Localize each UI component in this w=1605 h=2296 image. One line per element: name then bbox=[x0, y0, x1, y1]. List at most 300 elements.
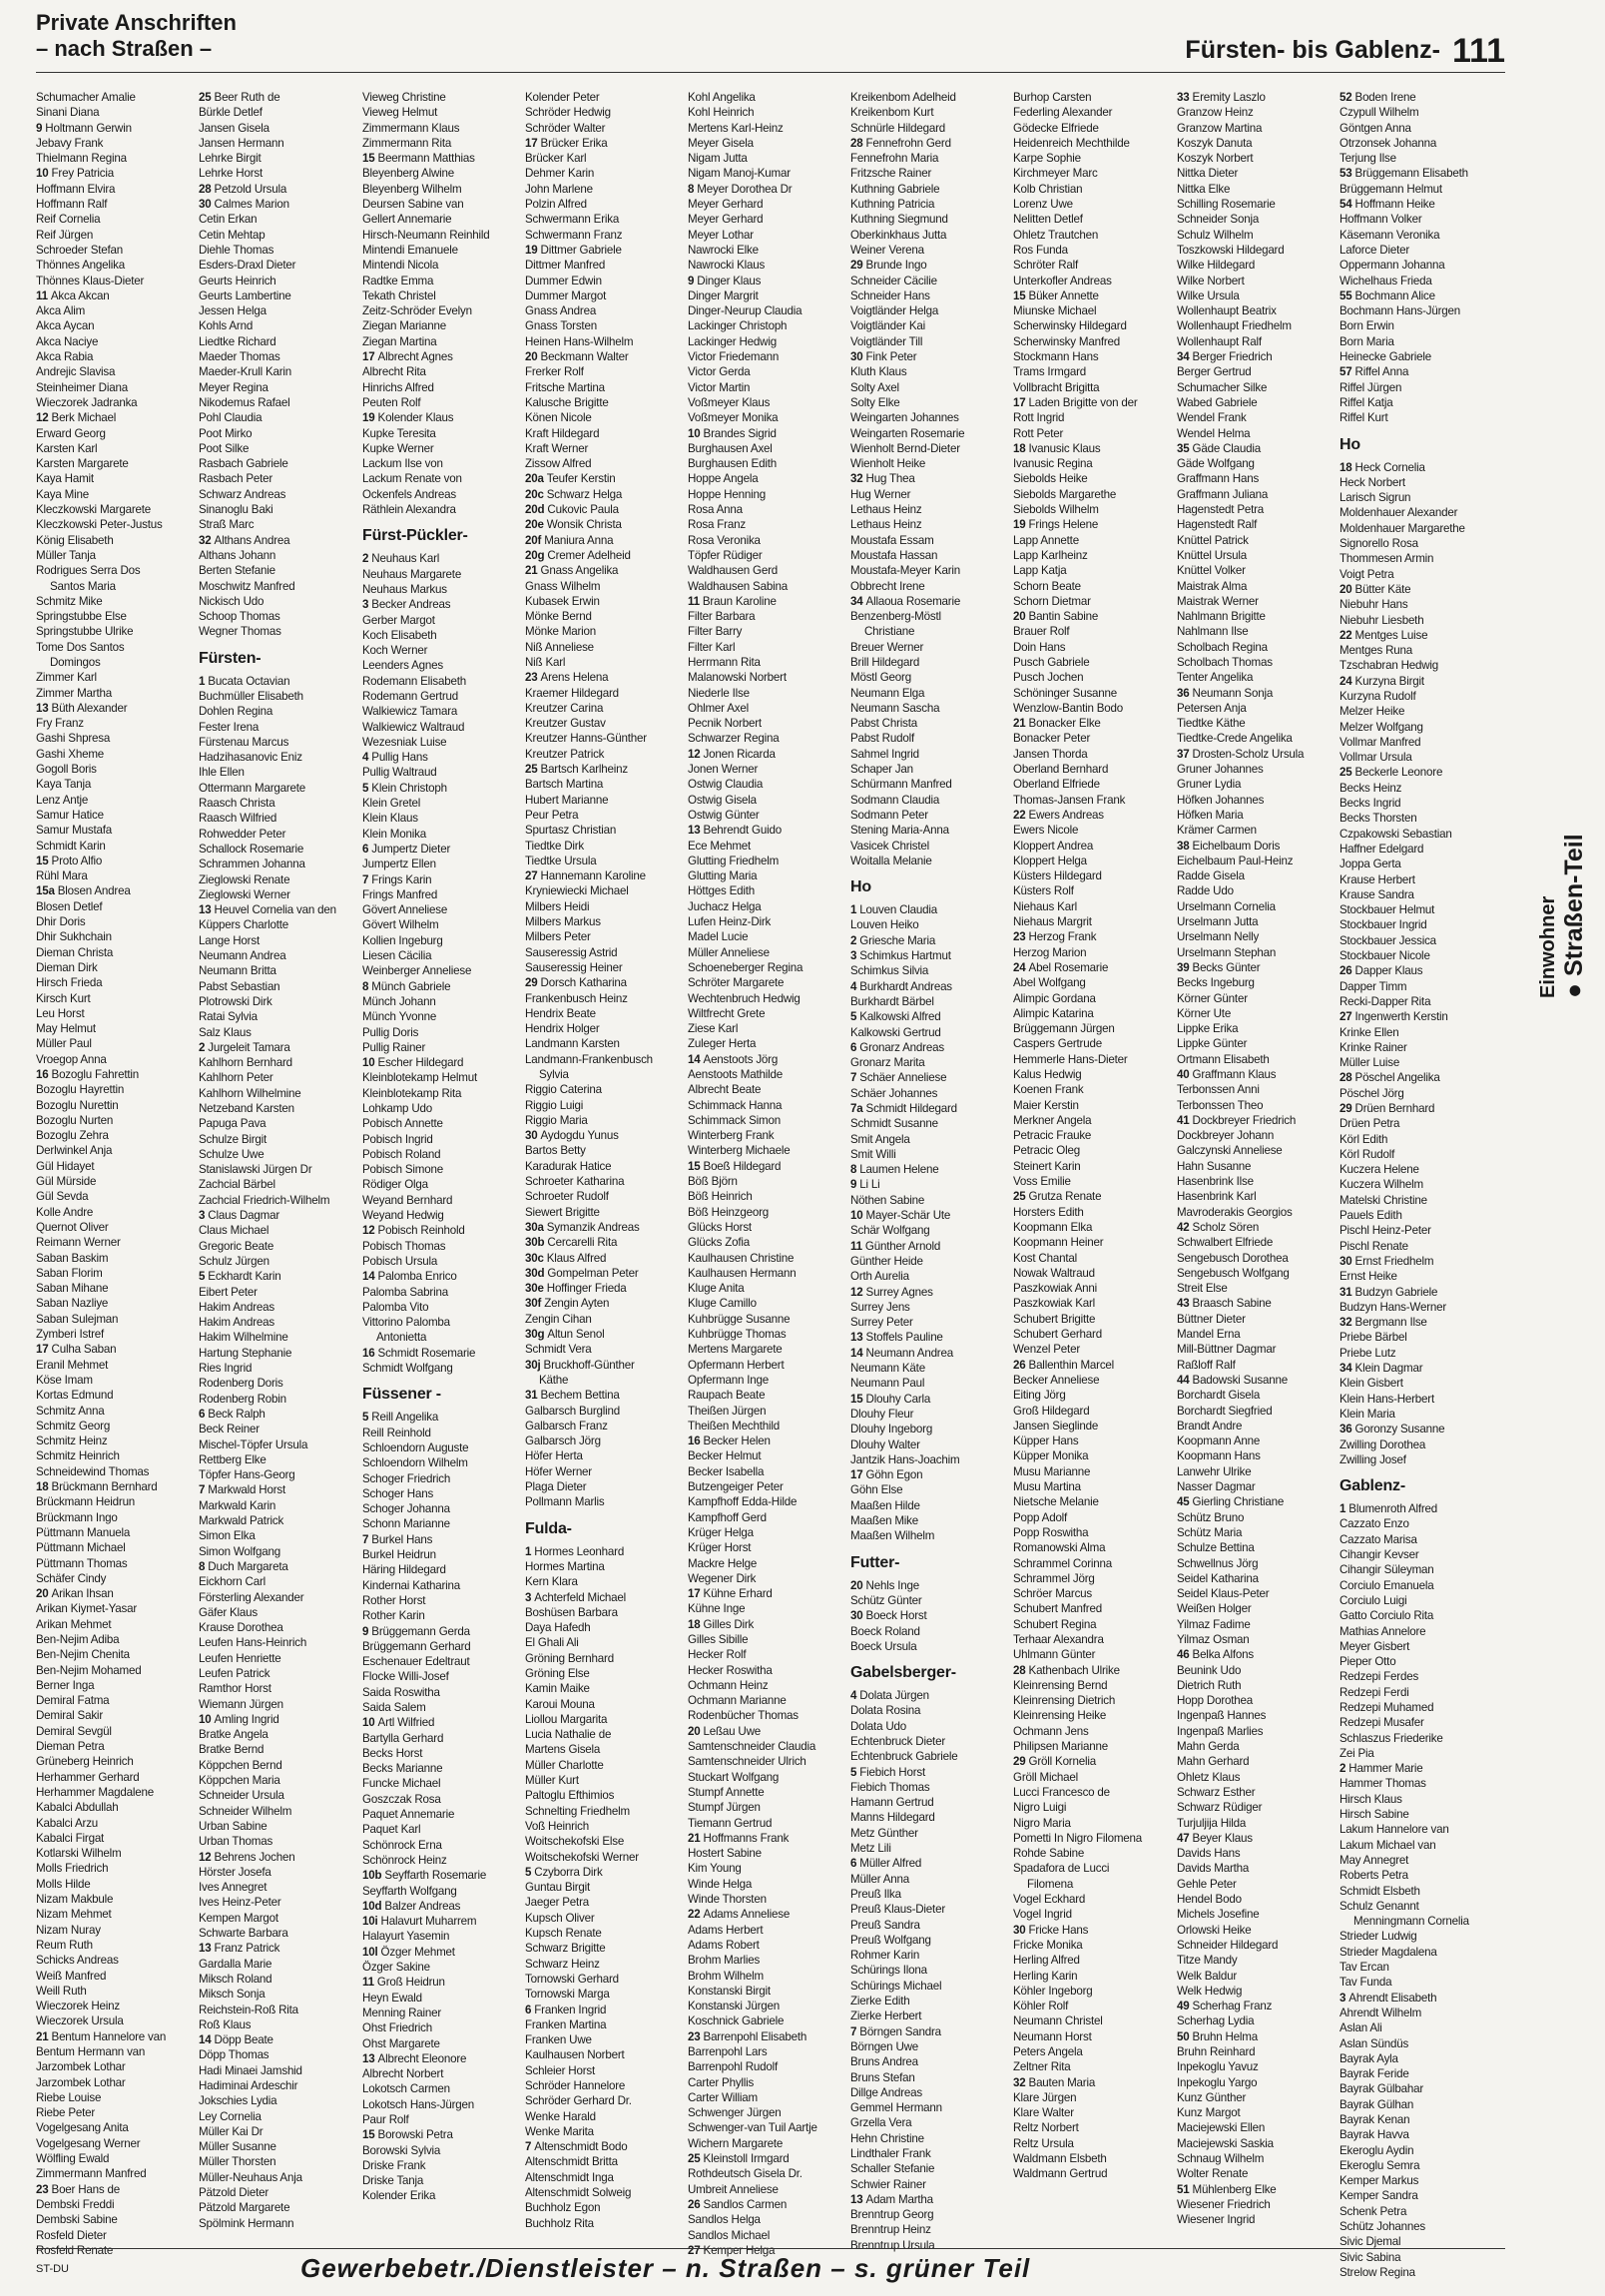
resident-entry bbox=[1013, 701, 1173, 716]
resident-entry bbox=[1013, 1448, 1173, 1463]
resident-entry bbox=[199, 1681, 358, 1696]
resident-name: Laden Brigitte von der bbox=[1028, 395, 1138, 409]
resident-entry bbox=[525, 166, 685, 181]
house-number: 20 bbox=[1013, 610, 1029, 624]
resident-name: Lokotsch Carmen bbox=[362, 2082, 450, 2096]
resident-entry bbox=[362, 1838, 522, 1853]
resident-name: Alimpic Katarina bbox=[1013, 1006, 1094, 1020]
resident-name: Liesen Cäcilia bbox=[362, 949, 432, 963]
resident-entry bbox=[1013, 2059, 1173, 2074]
resident-name: Born Erwin bbox=[1339, 319, 1394, 333]
resident-name: Kabalci Firgat bbox=[36, 1831, 105, 1845]
house-number: 10d bbox=[362, 1899, 385, 1913]
resident-entry bbox=[36, 1388, 196, 1403]
resident-name: Burghausen Axel bbox=[688, 441, 773, 455]
resident-entry bbox=[688, 1984, 847, 1999]
resident-name: Sandlos Michael bbox=[688, 2228, 771, 2242]
resident-name: Raßloff Ralf bbox=[1177, 1358, 1236, 1372]
resident-entry bbox=[1177, 1632, 1337, 1647]
resident-name: Claus Michael bbox=[199, 1224, 269, 1238]
resident-name: Urselmann Cornelia bbox=[1177, 899, 1276, 913]
resident-name: Zimmer Martha bbox=[36, 686, 112, 700]
resident-entry bbox=[1339, 628, 1504, 643]
resident-name: Radde Gisela bbox=[1177, 869, 1245, 883]
resident-entry bbox=[688, 624, 847, 639]
resident-entry bbox=[199, 1407, 358, 1422]
resident-entry bbox=[199, 979, 358, 994]
resident-name: Bucata Octavian bbox=[208, 674, 290, 688]
resident-name: Schrammen Johanna bbox=[199, 858, 305, 871]
resident-name: Lorenz Uwe bbox=[1013, 198, 1073, 212]
house-number: 20 bbox=[36, 1587, 52, 1601]
resident-name: Schoop Thomas bbox=[199, 610, 280, 624]
resident-name: Altun Senol bbox=[547, 1328, 605, 1342]
resident-name: Ewers Andreas bbox=[1028, 808, 1104, 822]
resident-name: Brüggemann Gerda bbox=[371, 1624, 470, 1638]
resident-entry bbox=[1177, 1067, 1337, 1082]
resident-name: Blumenroth Alfred bbox=[1348, 1502, 1438, 1516]
resident-entry bbox=[36, 151, 196, 166]
resident-name: Hoffmann Heike bbox=[1354, 198, 1435, 212]
resident-entry bbox=[1013, 1235, 1173, 1250]
resident-entry bbox=[1177, 914, 1337, 929]
resident-entry bbox=[688, 1785, 847, 1800]
resident-entry bbox=[199, 1330, 358, 1345]
resident-name: Polzin Alfred bbox=[525, 198, 587, 212]
resident-entry bbox=[362, 1269, 522, 1284]
resident-name: Brückmann Ingo bbox=[36, 1510, 118, 1524]
resident-entry bbox=[1339, 933, 1504, 948]
resident-entry bbox=[1177, 121, 1337, 136]
resident-entry bbox=[1013, 1999, 1173, 2013]
resident-name: Nigro Luigi bbox=[1013, 1801, 1067, 1815]
resident-name: Saban Mihane bbox=[36, 1282, 109, 1296]
resident-entry bbox=[1339, 658, 1504, 673]
resident-name: Pobisch Ingrid bbox=[362, 1132, 433, 1146]
house-number: 32 bbox=[1339, 1316, 1355, 1330]
resident-name: Waldmann Gertrud bbox=[1013, 2167, 1108, 2181]
house-number: 7a bbox=[850, 1102, 866, 1115]
resident-name: Thielmann Regina bbox=[36, 152, 127, 166]
resident-entry bbox=[1339, 136, 1504, 151]
resident-entry bbox=[850, 1856, 1010, 1871]
resident-name: Grutza Renate bbox=[1028, 1190, 1102, 1204]
resident-name: Menningmann Cornelia bbox=[1353, 1915, 1469, 1929]
house-number: 6 bbox=[850, 1857, 860, 1871]
resident-name: Spurtasz Christian bbox=[525, 824, 617, 838]
resident-entry bbox=[1177, 2182, 1337, 2197]
resident-name: Neuhaus Markus bbox=[362, 582, 447, 596]
resident-name: Paur Rolf bbox=[362, 2113, 409, 2126]
resident-name: Vasicek Christel bbox=[850, 839, 930, 853]
resident-name: Glücks Zofia bbox=[688, 1236, 751, 1250]
resident-entry bbox=[362, 471, 522, 486]
resident-name: Wegener Dirk bbox=[688, 1571, 757, 1585]
house-number: 1 bbox=[525, 1544, 535, 1558]
resident-entry bbox=[36, 1404, 196, 1419]
resident-name: Nahlmann Brigitte bbox=[1177, 610, 1266, 624]
resident-entry bbox=[36, 1358, 196, 1373]
resident-name: Jumpertz Dieter bbox=[371, 842, 451, 856]
resident-name: Pullig Rainer bbox=[362, 1040, 426, 1054]
resident-entry bbox=[362, 1070, 522, 1085]
house-number: 1 bbox=[1339, 1502, 1349, 1516]
resident-name: Köhler Ingeborg bbox=[1013, 1984, 1093, 1998]
resident-entry bbox=[36, 1143, 196, 1158]
resident-name: Berten Stefanie bbox=[199, 564, 275, 578]
resident-name: Kreikenbom Kurt bbox=[850, 106, 934, 120]
resident-entry bbox=[36, 380, 196, 395]
resident-entry bbox=[1177, 747, 1337, 762]
resident-name: Antonietta bbox=[376, 1331, 427, 1345]
resident-entry bbox=[850, 1765, 1010, 1780]
house-number: 20g bbox=[525, 548, 548, 562]
house-number: 17 bbox=[525, 136, 541, 150]
resident-entry bbox=[1177, 1831, 1337, 1846]
resident-name: Aslan Sündüs bbox=[1339, 2036, 1409, 2050]
resident-name: Brandes Sigrid bbox=[703, 426, 777, 440]
resident-name: Ros Funda bbox=[1013, 243, 1068, 257]
resident-entry bbox=[1177, 90, 1337, 105]
resident-entry bbox=[1013, 1388, 1173, 1403]
resident-name: Glücks Horst bbox=[688, 1220, 752, 1234]
resident-name: Mintendi Nicola bbox=[362, 259, 439, 273]
resident-name: Boeß Hildegard bbox=[703, 1159, 782, 1173]
resident-name: Göntgen Anna bbox=[1339, 121, 1411, 135]
resident-name: Konstanski Birgit bbox=[688, 1984, 771, 1998]
resident-entry bbox=[199, 197, 358, 212]
resident-name: Berk Michael bbox=[51, 411, 117, 425]
house-number: 28 bbox=[1339, 1071, 1355, 1085]
resident-entry bbox=[688, 2090, 847, 2105]
resident-entry bbox=[1339, 1239, 1504, 1254]
resident-name: Abel Rosemarie bbox=[1028, 960, 1109, 974]
resident-name: Konstanski Jürgen bbox=[688, 2000, 780, 2013]
resident-entry bbox=[36, 90, 196, 105]
house-number: 2 bbox=[199, 1040, 209, 1054]
house-number: 15 bbox=[688, 1159, 704, 1173]
resident-entry bbox=[199, 1193, 358, 1208]
house-number: 11 bbox=[688, 594, 703, 608]
resident-name: Sahmel Ingrid bbox=[850, 747, 919, 761]
resident-name: Larisch Sigrun bbox=[1339, 491, 1411, 505]
resident-name: Brücker Karl bbox=[525, 152, 587, 166]
resident-entry bbox=[525, 303, 685, 318]
house-number: 16 bbox=[688, 1435, 704, 1448]
resident-entry bbox=[688, 441, 847, 456]
resident-entry bbox=[850, 1193, 1010, 1208]
resident-entry bbox=[850, 1719, 1010, 1734]
resident-name: Nizam Mehmet bbox=[36, 1908, 112, 1922]
resident-name: Czpakowski Sebastian bbox=[1339, 827, 1452, 841]
house-number: 7 bbox=[850, 1071, 860, 1085]
section-title-line2: – nach Straßen – bbox=[36, 36, 213, 61]
resident-name: Karoui Mouna bbox=[525, 1697, 595, 1711]
resident-name: Vogel Ingrid bbox=[1013, 1908, 1072, 1922]
resident-name: Griesche Maria bbox=[859, 933, 936, 947]
resident-name: Bratke Bernd bbox=[199, 1743, 265, 1757]
resident-entry bbox=[199, 902, 358, 917]
resident-entry bbox=[362, 2036, 522, 2051]
resident-name: Hagenstedt Ralf bbox=[1177, 518, 1258, 532]
resident-entry bbox=[199, 1804, 358, 1819]
resident-entry bbox=[688, 1770, 847, 1785]
resident-name: Möstl Georg bbox=[850, 671, 911, 685]
resident-name: Meyer Gerhard bbox=[688, 198, 764, 212]
resident-name: Altenschmidt Britta bbox=[525, 2155, 618, 2169]
resident-entry bbox=[199, 917, 358, 932]
resident-entry bbox=[199, 318, 358, 333]
resident-name: Kreutzer Patrick bbox=[525, 747, 605, 761]
resident-entry bbox=[362, 1116, 522, 1131]
resident-name: Hug Werner bbox=[850, 487, 911, 501]
resident-entry bbox=[1339, 349, 1504, 364]
resident-entry bbox=[1339, 105, 1504, 120]
resident-name: Preuß Sandra bbox=[850, 1918, 920, 1932]
resident-name: Zwilling Josef bbox=[1339, 1452, 1406, 1466]
resident-name: Jonen Ricarda bbox=[703, 747, 776, 761]
resident-entry bbox=[525, 808, 685, 823]
resident-entry bbox=[36, 364, 196, 379]
resident-entry bbox=[850, 1254, 1010, 1269]
resident-entry bbox=[525, 151, 685, 166]
house-number: 3 bbox=[199, 1209, 209, 1223]
resident-entry bbox=[850, 182, 1010, 197]
resident-name: Kampfhoff Gerd bbox=[688, 1510, 767, 1524]
resident-entry bbox=[1339, 1346, 1504, 1361]
resident-name: Jokschies Lydia bbox=[199, 2094, 277, 2108]
resident-entry bbox=[199, 1269, 358, 1284]
house-number: 7 bbox=[362, 1532, 372, 1546]
resident-entry bbox=[1177, 1296, 1337, 1311]
resident-entry bbox=[36, 1816, 196, 1831]
resident-name: Toszkowski Hildegard bbox=[1177, 243, 1285, 257]
resident-name: Beck Reiner bbox=[199, 1423, 260, 1436]
resident-name: Blosen Andrea bbox=[57, 884, 131, 898]
resident-entry bbox=[850, 1376, 1010, 1391]
house-number: 18 bbox=[1339, 460, 1355, 474]
resident-entry bbox=[1177, 716, 1337, 731]
house-number: 29 bbox=[525, 976, 541, 990]
resident-name: Opfermann Inge bbox=[688, 1373, 769, 1387]
resident-name: Louven Claudia bbox=[859, 903, 938, 917]
house-number: 19 bbox=[1013, 518, 1029, 532]
resident-name: Schröter Margarete bbox=[688, 976, 785, 990]
resident-entry bbox=[688, 1571, 847, 1586]
resident-name: Thommesen Armin bbox=[1339, 552, 1434, 566]
resident-name: Graffmann Hans bbox=[1177, 472, 1260, 486]
resident-name: Klein Klaus bbox=[362, 812, 418, 826]
resident-name: Bozoglu Fahrettin bbox=[51, 1068, 140, 1081]
house-number: 15 bbox=[362, 2128, 378, 2142]
resident-name: Seyffarth Rosemarie bbox=[384, 1869, 487, 1883]
resident-name: Krinke Ellen bbox=[1339, 1025, 1399, 1039]
resident-name: Klein Dagmar bbox=[1354, 1362, 1423, 1376]
resident-name: Akca Naciye bbox=[36, 334, 99, 348]
resident-entry bbox=[688, 2151, 847, 2166]
resident-name: Jurgeleit Tamara bbox=[208, 1040, 290, 1054]
resident-name: Rosfeld Renate bbox=[36, 2243, 114, 2257]
resident-name: Meyer Gisbert bbox=[1339, 1639, 1410, 1653]
resident-name: Herrmann Rita bbox=[688, 655, 761, 669]
resident-name: Glutting Friedhelm bbox=[688, 854, 780, 867]
resident-entry bbox=[1339, 1040, 1504, 1055]
resident-entry bbox=[36, 182, 196, 197]
resident-entry bbox=[1339, 2173, 1504, 2188]
resident-entry bbox=[362, 410, 522, 425]
resident-entry bbox=[36, 1754, 196, 1769]
resident-entry bbox=[36, 1907, 196, 1922]
resident-entry bbox=[688, 471, 847, 486]
resident-entry bbox=[199, 963, 358, 978]
resident-entry bbox=[1339, 166, 1504, 181]
resident-entry bbox=[1013, 716, 1173, 731]
resident-entry bbox=[1177, 839, 1337, 854]
resident-entry bbox=[36, 624, 196, 639]
resident-name: Eckhardt Karin bbox=[208, 1270, 281, 1284]
resident-entry bbox=[36, 318, 196, 333]
resident-entry bbox=[36, 2013, 196, 2028]
resident-entry bbox=[199, 1697, 358, 1712]
resident-entry bbox=[1177, 1601, 1337, 1616]
resident-entry bbox=[1013, 793, 1173, 808]
resident-entry bbox=[362, 349, 522, 364]
resident-name: Samur Hatice bbox=[36, 808, 104, 822]
resident-name: Schrammel Jörg bbox=[1013, 1571, 1095, 1585]
resident-name: Meyer Gisela bbox=[688, 136, 754, 150]
resident-name: Ohst Friedrich bbox=[362, 2021, 433, 2035]
resident-name: Kotlarski Wilhelm bbox=[36, 1847, 122, 1861]
resident-name: Wenzel Peter bbox=[1013, 1343, 1080, 1357]
resident-name: Beunink Udo bbox=[1177, 1663, 1242, 1677]
resident-name: Becks Günter bbox=[1192, 960, 1261, 974]
house-number: 30c bbox=[525, 1251, 547, 1265]
house-number: 30f bbox=[525, 1297, 545, 1311]
resident-name: Borchardt Gisela bbox=[1177, 1389, 1261, 1403]
resident-entry bbox=[525, 456, 685, 471]
resident-entry bbox=[362, 1440, 522, 1455]
resident-entry bbox=[362, 948, 522, 963]
resident-entry bbox=[688, 762, 847, 777]
resident-entry bbox=[525, 2003, 685, 2017]
resident-entry bbox=[525, 731, 685, 746]
house-number: 24 bbox=[1013, 960, 1029, 974]
resident-name: Petzold Ursula bbox=[214, 182, 287, 196]
resident-entry bbox=[362, 1975, 522, 1990]
resident-name: Hamann Gertrud bbox=[850, 1796, 934, 1810]
resident-name: Preuß Klaus-Dieter bbox=[850, 1903, 945, 1917]
house-number: 7 bbox=[525, 2140, 535, 2154]
resident-name: Hendrix Beate bbox=[525, 1006, 596, 1020]
resident-entry bbox=[199, 1009, 358, 1024]
resident-entry bbox=[199, 842, 358, 857]
resident-name: Palomba Enrico bbox=[377, 1270, 457, 1284]
resident-name: Akca Aycan bbox=[36, 319, 95, 333]
resident-entry bbox=[525, 212, 685, 227]
resident-entry bbox=[525, 1819, 685, 1834]
resident-name: Franken Ingrid bbox=[534, 2003, 607, 2016]
resident-name: Maaßen Mike bbox=[850, 1514, 919, 1528]
resident-name: Wollenhaupt Beatrix bbox=[1177, 304, 1277, 318]
resident-name: Kupsch Renate bbox=[525, 1927, 602, 1941]
house-number: 14 bbox=[850, 1346, 866, 1360]
resident-entry bbox=[525, 2154, 685, 2169]
street-heading: Gablenz- bbox=[1339, 1477, 1405, 1495]
resident-entry bbox=[36, 1342, 196, 1357]
resident-entry bbox=[525, 274, 685, 288]
resident-entry bbox=[1177, 1556, 1337, 1571]
resident-entry bbox=[850, 1872, 1010, 1887]
resident-entry bbox=[1339, 1269, 1504, 1284]
resident-name: Redzepi Musafer bbox=[1339, 1716, 1424, 1730]
resident-name: Maniura Anna bbox=[544, 533, 614, 547]
resident-name: Müller Anna bbox=[850, 1872, 910, 1886]
resident-name: Fennefrohn Gerd bbox=[865, 136, 951, 150]
resident-name: Priebe Lutz bbox=[1339, 1346, 1396, 1360]
resident-entry bbox=[525, 2063, 685, 2078]
resident-name: Ottermann Margarete bbox=[199, 781, 306, 795]
resident-entry bbox=[850, 121, 1010, 136]
resident-entry bbox=[1339, 1070, 1504, 1085]
resident-entry bbox=[850, 1147, 1010, 1162]
resident-entry bbox=[850, 1452, 1010, 1467]
resident-entry bbox=[525, 1880, 685, 1895]
resident-name: Surrey Agnes bbox=[865, 1285, 933, 1299]
resident-name: Zimmermann Klaus bbox=[362, 121, 460, 135]
resident-entry bbox=[850, 105, 1010, 120]
house-number: 5 bbox=[362, 1411, 372, 1425]
resident-entry bbox=[688, 2120, 847, 2135]
resident-name: Schürings Ilona bbox=[850, 1964, 927, 1978]
resident-name: Corciulo Emanuela bbox=[1339, 1578, 1434, 1592]
resident-entry bbox=[850, 380, 1010, 395]
resident-name: Lapp Karlheinz bbox=[1013, 548, 1088, 562]
resident-name: Münch Gabriele bbox=[371, 979, 451, 993]
resident-name: Schwalbert Elfriede bbox=[1177, 1236, 1274, 1250]
resident-entry bbox=[362, 1177, 522, 1192]
resident-name: Terhaar Alexandra bbox=[1013, 1632, 1104, 1646]
resident-entry bbox=[36, 1098, 196, 1113]
resident-name: Kleinstoll Irmgard bbox=[703, 2152, 790, 2166]
resident-entry bbox=[688, 1479, 847, 1494]
resident-entry bbox=[1013, 1128, 1173, 1143]
resident-entry bbox=[688, 1159, 847, 1174]
resident-name: Ekeroglu Semra bbox=[1339, 2158, 1420, 2172]
house-number: 30 bbox=[1339, 1254, 1355, 1268]
house-number: 30e bbox=[525, 1282, 547, 1296]
resident-name: Leufen Henriette bbox=[199, 1651, 281, 1665]
resident-name: Wieczorek Ursula bbox=[36, 2014, 124, 2028]
resident-entry bbox=[850, 1826, 1010, 1841]
resident-name: Brücker Erika bbox=[540, 136, 608, 150]
resident-name: Kolb Christian bbox=[1013, 182, 1083, 196]
resident-entry bbox=[1177, 1143, 1337, 1158]
resident-entry bbox=[850, 197, 1010, 212]
resident-name: Kleczkowski Peter-Justus bbox=[36, 518, 163, 532]
resident-entry bbox=[525, 609, 685, 624]
resident-name: Ohst Margarete bbox=[362, 2036, 440, 2050]
resident-entry bbox=[850, 2115, 1010, 2130]
resident-name: Driske Tanja bbox=[362, 2174, 424, 2188]
resident-entry bbox=[362, 628, 522, 643]
resident-entry bbox=[525, 899, 685, 914]
resident-name: Nizam Makbule bbox=[36, 1893, 114, 1907]
resident-entry bbox=[1177, 380, 1337, 395]
resident-entry bbox=[850, 2085, 1010, 2100]
resident-name: Schneidewind Thomas bbox=[36, 1464, 150, 1478]
resident-name: Maeder-Krull Karin bbox=[199, 365, 292, 379]
resident-name: Filter Barbara bbox=[688, 610, 756, 624]
